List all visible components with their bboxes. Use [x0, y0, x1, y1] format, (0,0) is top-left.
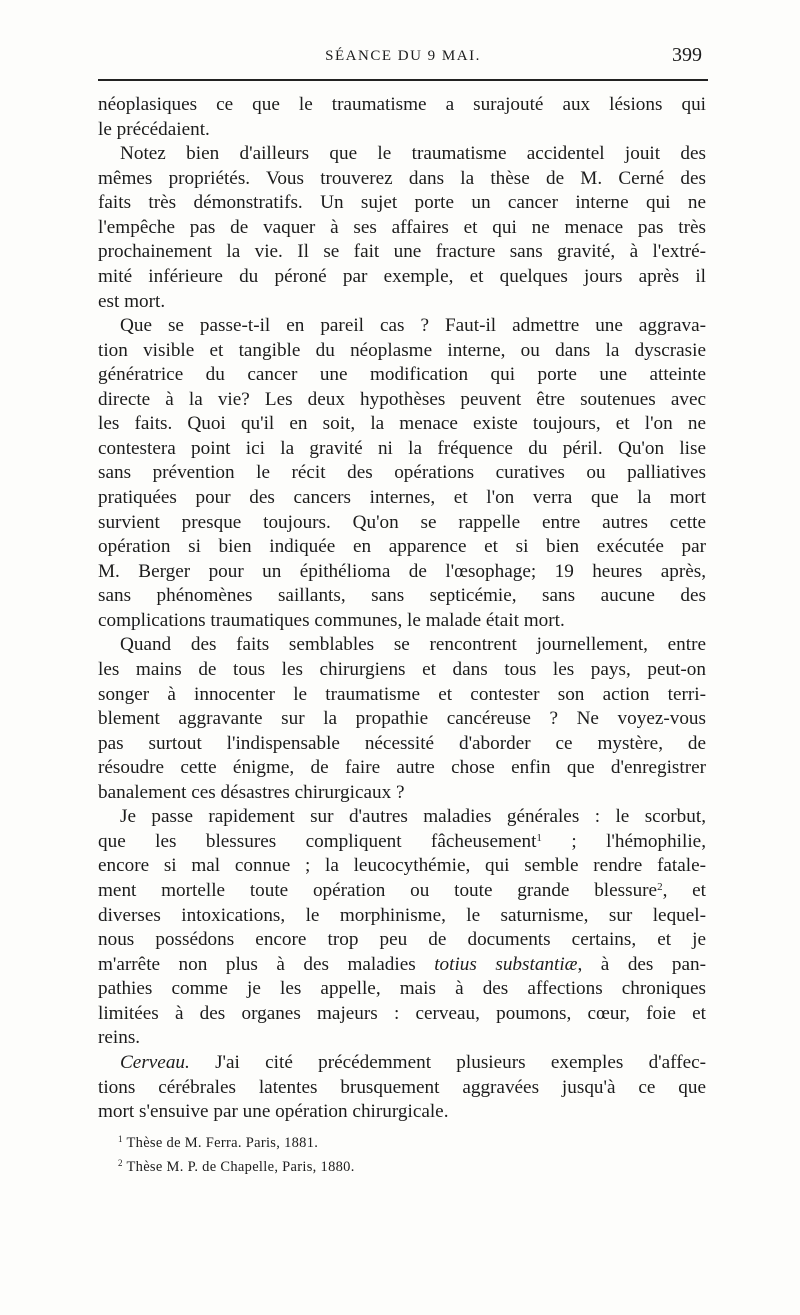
text-line: directe à la vie? Les deux hypothèses peuvent être soutenues avec — [98, 388, 706, 410]
text-line: diverses intoxications, le morphinisme, le saturnisme, sur lequel- — [98, 904, 706, 926]
text-line: tions cérébrales latentes brusquement aggravées jusqu'à ce que — [98, 1076, 706, 1098]
text-segment: m'arrête non plus à des maladies — [98, 953, 416, 975]
text-line: complications traumatiques communes, le malade était mort. — [98, 609, 565, 631]
footnote-2 — [118, 1155, 678, 1179]
text-line — [98, 953, 706, 978]
text-segment: , à des pan- — [577, 953, 706, 975]
text-line: le précédaient. — [98, 118, 210, 140]
text-line: pathies comme je les appelle, mais à des affections chroniques — [98, 978, 706, 1000]
footnote-marker: 1 — [118, 1134, 123, 1144]
italic-heading: Cerveau. — [120, 1051, 190, 1073]
text-line: mêmes propriétés. Vous trouverez dans la thèse de M. Cerné des — [98, 167, 706, 189]
footnote-text: Thèse de M. Ferra. Paris, 1881. — [126, 1135, 319, 1151]
text-line: pratiquées pour des cancers internes, et l'on verra que la mort — [98, 487, 706, 508]
text-line: survient presque toujours. Qu'on se rappelle entre autres cette — [98, 511, 706, 533]
text-line: reins. — [98, 1027, 141, 1049]
text-line: mort s'ensuive par une opération chirurgicale. — [98, 1101, 449, 1123]
page-number: 399 — [672, 44, 702, 66]
text-line: sans prévention le récit des opérations curatives ou palliatives — [98, 462, 706, 484]
text-line: les faits. Quoi qu'il en soit, la menace existe toujours, et l'on ne — [98, 413, 706, 435]
footnote-ref: 1 — [536, 831, 542, 844]
text-line: Notez bien d'ailleurs que le traumatisme accidentel jouit des — [120, 143, 706, 165]
text-line: sans phénomènes saillants, sans septicémie, sans aucune des — [98, 585, 706, 607]
header-rule — [98, 79, 708, 81]
text-line: songer à innocenter le traumatisme et contester son action terri- — [98, 683, 706, 705]
italic-phrase: totius substantiæ — [434, 953, 578, 975]
text-segment: , et — [662, 880, 706, 901]
text-segment: J'ai cité précédemment plusieurs exemples d'affec- — [215, 1051, 707, 1073]
text-line: Je passe rapidement sur d'autres maladies générales : le scorbut, — [120, 806, 706, 828]
text-line: Que se passe-t-il en pareil cas ? Faut-il admettre une aggrava- — [120, 315, 706, 337]
text-segment: ment mortelle toute opération ou toute grande blessure — [98, 880, 658, 901]
footnote-1 — [118, 1131, 678, 1155]
text-line: l'empêche pas de vaquer à ses affaires et qui ne menace pas très — [98, 216, 706, 238]
text-line: blement aggravante sur la propathie cancéreuse ? Ne voyez-vous — [98, 708, 706, 730]
footnote-text: Thèse M. P. de Chapelle, Paris, 1880. — [126, 1159, 355, 1175]
text-line: contestera point ici la gravité ni la fréquence du péril. Qu'on lise — [98, 437, 706, 459]
text-line: pas surtout l'indispensable nécessité d'aborder ce mystère, de — [98, 732, 706, 754]
text-line: les mains de tous les chirurgiens et dans tous les pays, peut-on — [98, 658, 706, 680]
text-line: prochainement la vie. Il se fait une fracture sans gravité, à l'extré- — [98, 241, 706, 263]
text-line: néoplasiques ce que le traumatisme a surajouté aux lésions qui — [98, 94, 706, 115]
text-segment: ; l'hémophilie, — [541, 830, 706, 852]
footnotes — [118, 1131, 678, 1179]
running-title: SÉANCE DU 9 MAI. — [325, 48, 481, 64]
text-line: opération si bien indiquée en apparence et si bien exécutée par — [98, 536, 706, 558]
text-line: nous possédons encore trop peu de documents certains, et je — [98, 929, 706, 951]
text-line: mité inférieure du péroné par exemple, et quelques jours après il — [98, 265, 706, 287]
footnote-ref: 2 — [657, 881, 663, 893]
running-head — [98, 44, 708, 74]
text-line: génératrice du cancer une modification qui porte une atteinte — [98, 364, 706, 386]
text-line: encore si mal connue ; la leucocythémie, qui semble rendre fatale- — [98, 855, 706, 877]
text-line — [98, 830, 706, 855]
footnote-marker: 2 — [118, 1158, 123, 1168]
text-line: résoudre cette énigme, de faire autre chose enfin que d'enregistrer — [98, 757, 706, 779]
text-line: M. Berger pour un épithélioma de l'œsophage; 19 heures après, — [98, 560, 706, 582]
text-line: Quand des faits semblables se rencontrent journellement, entre — [120, 634, 706, 656]
text-line — [98, 879, 706, 904]
text-segment: que les blessures compliquent fâcheusement — [98, 830, 537, 852]
text-line: tion visible et tangible du néoplasme interne, ou dans la dyscrasie — [98, 339, 706, 361]
text-line: faits très démonstratifs. Un sujet porte un cancer interne qui ne — [98, 192, 706, 214]
body-text — [98, 93, 706, 1125]
text-line: banalement ces désastres chirurgicaux ? — [98, 781, 405, 803]
text-line — [98, 1051, 706, 1076]
text-line: limitées à des organes majeurs : cerveau, poumons, cœur, foie et — [98, 1002, 706, 1024]
text-line: est mort. — [98, 290, 166, 312]
